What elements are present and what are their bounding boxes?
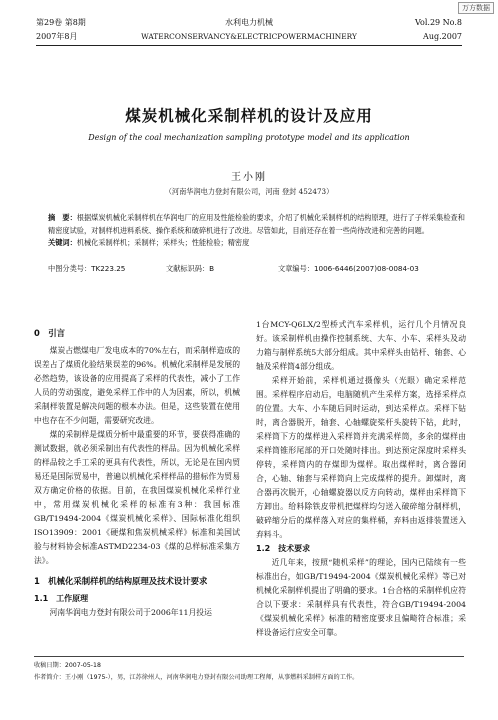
english-title: Design of the coal mechanization sampling prototype model and its application (88, 133, 410, 142)
header-rule (36, 45, 462, 46)
keywords-label: 关键词： (48, 238, 77, 247)
header-volume-en: Vol.29 No.8 (415, 18, 462, 27)
subsection-heading-requirements: 1.2 技术要求 (256, 544, 311, 553)
header-date-cn: 2007年8月 (36, 32, 78, 41)
page-title: 煤炭机械化采制样机的设计及应用 (125, 107, 373, 125)
section-heading-introduction: 0 引言 (34, 328, 65, 338)
author-name: 王小刚 (231, 172, 267, 183)
document-code: 文献标识码：B (166, 264, 215, 273)
header-journal-cn: 水利电力机械 (225, 18, 273, 27)
abstract-text: 根据煤炭机械化采制样机在华润电厂的应用及性能检验的要求，介绍了机械化采制样机的结构原理，进行了子样采集检查和精密度试验，对制样机进料系统、操作系统和破碎机进行了改进。尽管如此，目前还存在着一些尚待改进和完善的问题。 (48, 213, 465, 235)
keywords-text: 机械化采制样机；采制样；采样头；性能检验；精密度 (76, 238, 250, 247)
footnote-author-info: 作者简介：王小刚（1975-），男，江苏徐州人，河南华润电力登封有限公司助理工程师，从事燃料采制样方面的工作。 (34, 674, 359, 681)
paragraph: 河南华润电力登封有限公司于2006年11月投运 (49, 608, 212, 617)
header-date-en: Aug.2007 (423, 32, 462, 41)
footnote-received-date: 收稿日期：2007-05-18 (34, 662, 101, 669)
right-column (256, 318, 466, 640)
left-column (34, 320, 240, 620)
header-journal-en: WATERCONSERVANCY&ELECTRICPOWERMACHINERY (141, 32, 357, 41)
author-affiliation: （河南华润电力登封有限公司，河南 登封 452473） (164, 187, 334, 196)
paragraph: 1台MCY-Q6LX/2型桥式汽车采样机，运行几个月情况良好。该采制样机由操作控制系统、大车、小车、采样头及动力箱与制样系统5大部分组成。其中采样头由钻杆、轴套、心轴及采样筒4部分组成。 (256, 320, 466, 371)
article-number: 文章编号：1006-6446(2007)08-0084-03 (278, 264, 419, 273)
abstract-label: 摘 要： (48, 213, 77, 222)
subsection-heading-principle: 1.1 工作原理 (34, 594, 89, 603)
paragraph: 煤的采制样是煤质分析中最重要的环节，要获得准确的测试数据，就必须采制出有代表性的样品。因为机械化采样的样品较之手工采的更具有代表性，所以，无论是在国内贸易还是国际贸易中，普遍以机械化采样样品的措标作为贸易双方确定价格的依据。目前，在我国煤炭机械化采样行业中，常用煤炭机械化采样的标准有3种：我国标准GB/T19494-2004《煤炭机械化采样》、国际标准化组织ISO13909：2001《硬煤和焦炭机械采样》标准和美国试验与材料协会标准ASTMD2234-03《煤的总样标准采集方法》。 (34, 430, 240, 565)
clc-number: 中图分类号：TK223.25 (48, 264, 126, 273)
paragraph: 煤炭占燃煤电厂发电成本的70%左右，而采制样造成的误差占了煤质化验结果误差的96%。机械化采制样是发展的必然趋势，该设备的应用提高了采样的代表性，减小了工作人员的劳动强度，避免采样工作中的人为因素，所以，机械采制样装置是解决问题的根本办法。但是，这些装置在使用中也存在不少问题，需要研究改进。 (34, 346, 240, 425)
footnote-rule (34, 656, 464, 657)
watermark-stamp: 万方数据 (458, 2, 494, 14)
header-volume-cn: 第29卷 第8期 (36, 18, 86, 27)
abstract-block (48, 212, 468, 250)
paragraph: 近几年来，按照“随机采样”的理论，国内已陆续有一些标准出台，如GB/T19494-2004《煤炭机械化采样》等已对机械化采制样机提出了明确的要求。1台合格的采制样机应符合以下要求：采制样具有代表性，符合GB/T19494-2004《煤炭机械化采样》标准的精密度要求且偏畸符合标准；采样设备运行应安全可靠。 (256, 558, 466, 637)
section-heading-structure: 1 机械化采制样机的结构原理及技术设计要求 (34, 576, 208, 586)
paragraph: 采样开始前，采样机通过摄像头（光眼）确定采样范围。采样程序启动后，电脑随机产生采样方案，选择采样点的位置。大车、小车随后同时运动，到达采样点。采样下钻时，离合器脱开，轴套、心轴螺旋桨杆头旋转下钻，此时，采样筒下方的煤样进入采样筒并充满采样筒，多余的煤样由采样筒锥形尾部的开口处随时排出。到达预定深度时采样头停转，采样筒内的存煤即为煤样。取出煤样时，离合器闭合，心轴、轴套与采样筒向上完成煤样的提升。卸煤时，离合器再次脱开，心轴螺旋器以反方向转动，煤样由采样筒下方卸出。给料除铁皮带机把煤样均匀送入破碎缩分制样机，破碎缩分后的煤样落入对应的集样桶，弃料由返排装置送入弃料斗。 (256, 376, 466, 539)
